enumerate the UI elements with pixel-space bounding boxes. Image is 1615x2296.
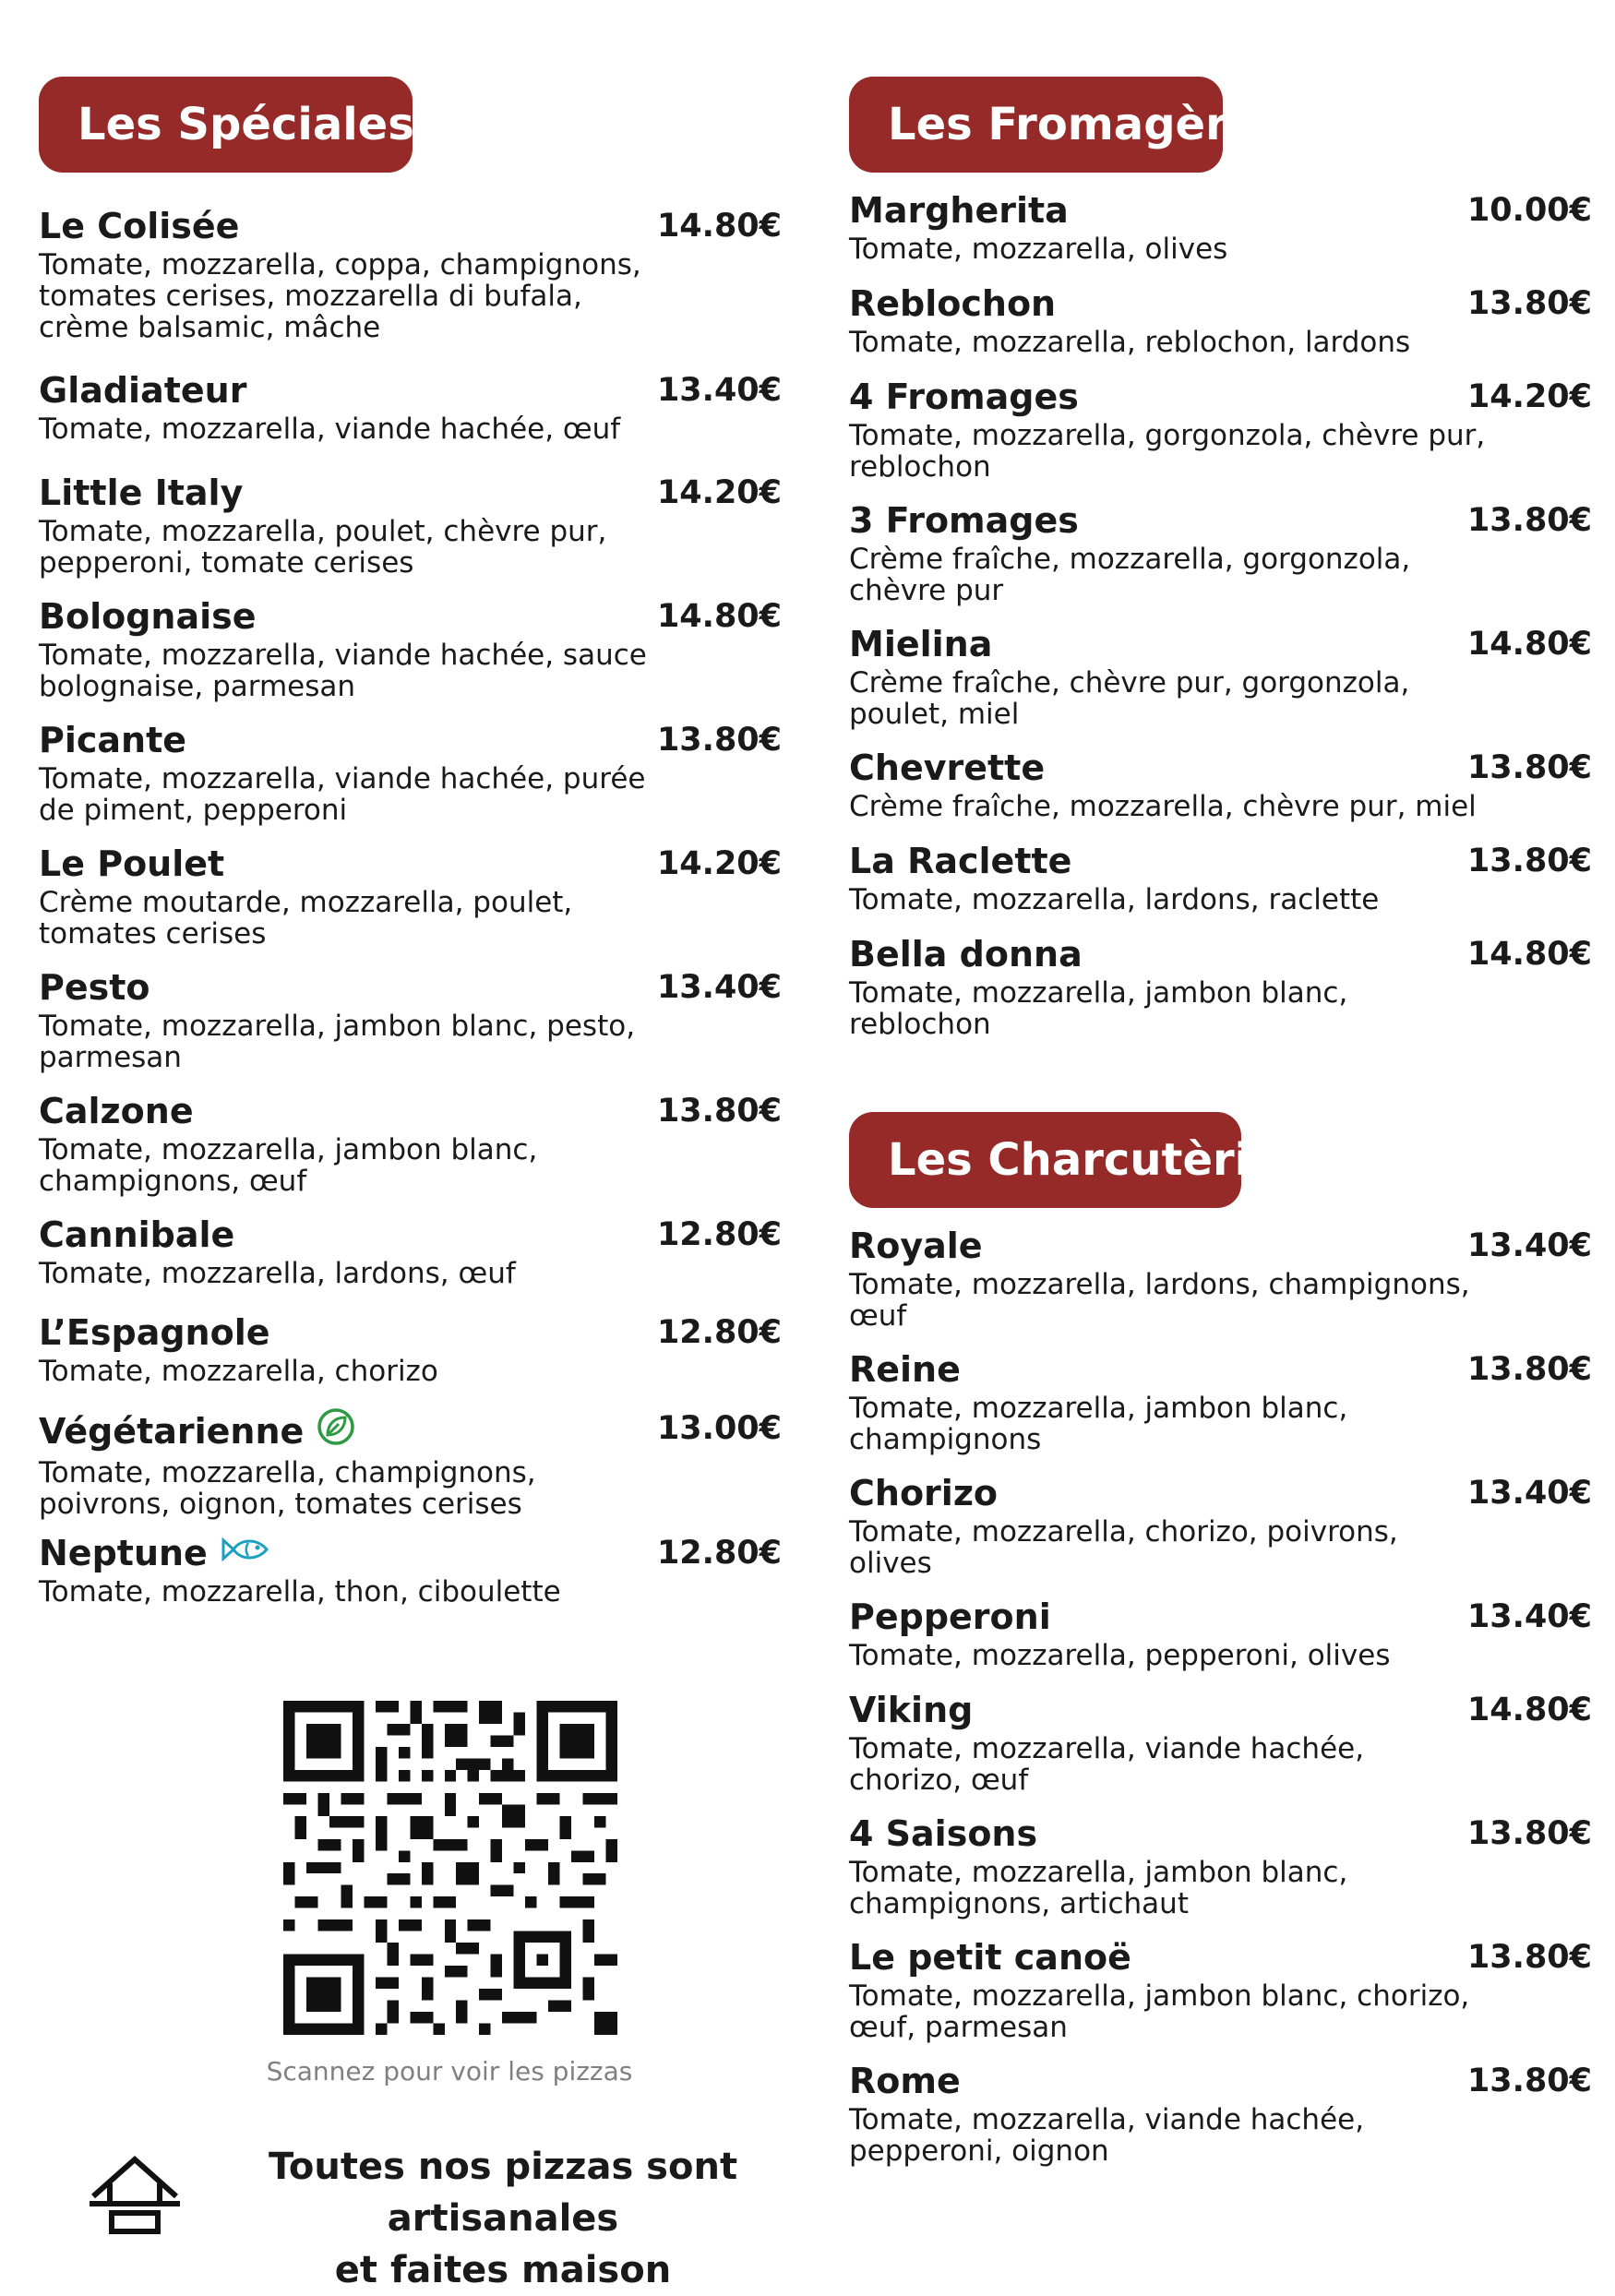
item-name: Calzone xyxy=(39,1091,194,1131)
item-desc: Tomate, mozzarella, viande hachée, purée de piment, pepperoni xyxy=(39,762,646,827)
item-desc: Tomate, mozzarella, jambon blanc, champignons xyxy=(849,1392,1348,1456)
item-name: Le petit canoë xyxy=(849,1937,1131,1978)
footer-text xyxy=(185,2141,821,2296)
item-desc: Tomate, mozzarella, jambon blanc, chorizo, œuf, parmesan xyxy=(849,1979,1470,2044)
item-desc: Tomate, mozzarella, thon, ciboulette xyxy=(39,1575,561,1608)
item-name: Bella donna xyxy=(849,934,1083,975)
item-desc: Tomate, mozzarella, jambon blanc, reblochon xyxy=(849,976,1348,1041)
menu-item-margherita xyxy=(849,189,1592,265)
item-name: Chorizo xyxy=(849,1473,999,1513)
item-name: Chevrette xyxy=(849,747,1046,788)
qr-caption: Scannez pour voir les pizzas xyxy=(266,2056,633,2087)
item-price: 13.40€ xyxy=(1466,1475,1592,1512)
item-price: 13.80€ xyxy=(1466,749,1592,786)
item-price: 10.00€ xyxy=(1466,192,1592,229)
item-price: 13.40€ xyxy=(656,372,782,409)
item-price: 12.80€ xyxy=(656,1216,782,1253)
menu-item-bolognaise xyxy=(39,595,782,702)
item-desc: Tomate, mozzarella, poulet, chèvre pur, pepperoni, tomate cerises xyxy=(39,515,607,580)
item-name: Picante xyxy=(39,720,187,760)
item-desc: Tomate, mozzarella, jambon blanc, champignons, artichaut xyxy=(849,1856,1348,1920)
menu-item-chevrette xyxy=(849,747,1592,822)
item-price: 13.80€ xyxy=(1466,1939,1592,1976)
item-price: 14.80€ xyxy=(1466,936,1592,973)
item-price: 13.40€ xyxy=(1466,1227,1592,1264)
menu-item-l-espagnole xyxy=(39,1311,782,1387)
item-name: Cannibale xyxy=(39,1214,235,1255)
item-price: 14.80€ xyxy=(1466,626,1592,663)
menu-item-4-fromages xyxy=(849,376,1592,483)
item-desc: Tomate, mozzarella, gorgonzola, chèvre pur, reblochon xyxy=(849,419,1486,484)
item-name: Pepperoni xyxy=(849,1596,1051,1637)
menu-item-le-colisee xyxy=(39,205,782,343)
item-name: Margherita xyxy=(849,190,1069,231)
menu-item-4-saisons xyxy=(849,1812,1592,1919)
item-price: 13.80€ xyxy=(1466,285,1592,322)
item-price: 14.80€ xyxy=(656,208,782,245)
menu-item-reine xyxy=(849,1348,1592,1455)
item-desc: Tomate, mozzarella, lardons, œuf xyxy=(39,1257,516,1290)
menu-item-reblochon xyxy=(849,282,1592,358)
menu-item-rome xyxy=(849,2060,1592,2167)
leaf-icon xyxy=(317,1407,355,1455)
item-name: Le Poulet xyxy=(39,843,225,884)
fish-icon xyxy=(221,1532,270,1574)
item-desc: Tomate, mozzarella, pepperoni, olives xyxy=(849,1639,1391,1672)
item-price: 13.80€ xyxy=(656,722,782,759)
item-price: 13.80€ xyxy=(1466,502,1592,539)
item-desc: Tomate, mozzarella, coppa, champignons, tomates cerises, mozzarella di bufala, crème balsamic, mâche xyxy=(39,248,641,344)
item-desc: Tomate, mozzarella, viande hachée, œuf xyxy=(39,413,621,446)
item-price: 14.20€ xyxy=(656,845,782,882)
menu-item-le-poulet xyxy=(39,843,782,950)
section-title-charcuteries: Les Charcutèries xyxy=(849,1112,1241,1208)
item-price: 12.80€ xyxy=(656,1535,782,1572)
item-price: 13.40€ xyxy=(1466,1598,1592,1635)
menu-item-le-petit-canoe xyxy=(849,1936,1592,2043)
item-price: 14.20€ xyxy=(656,474,782,511)
item-price: 13.80€ xyxy=(1466,1351,1592,1388)
item-name: La Raclette xyxy=(849,841,1072,881)
item-desc: Tomate, mozzarella, champignons, poivrons, oignon, tomates cerises xyxy=(39,1456,536,1521)
menu-item-mielina xyxy=(849,623,1592,730)
menu-item-la-raclette xyxy=(849,840,1592,915)
item-name: Pesto xyxy=(39,967,150,1008)
item-price: 14.20€ xyxy=(1466,378,1592,415)
menu-item-royale xyxy=(849,1225,1592,1332)
item-desc: Tomate, mozzarella, lardons, champignons, œuf xyxy=(849,1268,1470,1333)
item-name: Reblochon xyxy=(849,283,1057,324)
item-name: 3 Fromages xyxy=(849,500,1079,541)
menu-item-bella-donna xyxy=(849,933,1592,1040)
menu-item-3-fromages xyxy=(849,499,1592,606)
item-price: 13.80€ xyxy=(656,1093,782,1130)
item-name: L’Espagnole xyxy=(39,1312,270,1353)
item-desc: Crème fraîche, chèvre pur, gorgonzola, poulet, miel xyxy=(849,666,1410,731)
item-desc: Tomate, mozzarella, lardons, raclette xyxy=(849,883,1380,916)
item-desc: Tomate, mozzarella, jambon blanc, pesto, parmesan xyxy=(39,1010,636,1074)
item-name: Neptune xyxy=(39,1533,208,1573)
menu-item-neptune xyxy=(39,1532,782,1608)
item-desc: Crème moutarde, mozzarella, poulet, tomates cerises xyxy=(39,886,573,951)
item-name: Little Italy xyxy=(39,472,244,513)
menu-item-vegetarienne xyxy=(39,1407,782,1520)
item-desc: Tomate, mozzarella, viande hachée, sauce bolognaise, parmesan xyxy=(39,639,647,703)
item-price: 13.80€ xyxy=(1466,1815,1592,1852)
item-desc: Tomate, mozzarella, viande hachée, pepperoni, oignon xyxy=(849,2103,1365,2168)
menu-item-picante xyxy=(39,719,782,826)
menu-item-little-italy xyxy=(39,472,782,579)
section-title-specials: Les Spéciales xyxy=(39,77,413,173)
menu-item-chorizo xyxy=(849,1472,1592,1579)
item-price: 13.00€ xyxy=(656,1410,782,1447)
item-desc: Crème fraîche, mozzarella, chèvre pur, miel xyxy=(849,790,1477,823)
item-desc: Tomate, mozzarella, chorizo xyxy=(39,1355,438,1388)
item-name: Royale xyxy=(849,1226,983,1266)
item-price: 13.80€ xyxy=(1466,2063,1592,2099)
item-name: Gladiateur xyxy=(39,370,247,411)
menu-item-pesto xyxy=(39,966,782,1073)
menu-item-viking xyxy=(849,1689,1592,1796)
item-name: Reine xyxy=(849,1349,961,1390)
item-price: 14.80€ xyxy=(656,598,782,635)
item-name: 4 Fromages xyxy=(849,377,1079,417)
menu-item-pepperoni xyxy=(849,1596,1592,1671)
item-price: 12.80€ xyxy=(656,1314,782,1351)
house-icon xyxy=(90,2156,180,2235)
item-desc: Tomate, mozzarella, viande hachée, chorizo, œuf xyxy=(849,1732,1365,1797)
menu-item-calzone xyxy=(39,1090,782,1197)
item-name: Mielina xyxy=(849,624,993,664)
item-price: 14.80€ xyxy=(1466,1692,1592,1728)
item-name: Végétarienne xyxy=(39,1411,305,1452)
item-name: Viking xyxy=(849,1690,974,1730)
item-desc: Tomate, mozzarella, olives xyxy=(849,233,1228,266)
footer-line-1: Toutes nos pizzas sont artisanales xyxy=(268,2146,738,2240)
qr-code[interactable] xyxy=(283,1701,617,2035)
footer-line-2: et faites maison xyxy=(334,2249,672,2291)
section-title-fromageres: Les Fromagères xyxy=(849,77,1223,173)
item-desc: Tomate, mozzarella, jambon blanc, champignons, œuf xyxy=(39,1133,538,1198)
item-name: 4 Saisons xyxy=(849,1813,1038,1854)
item-desc: Tomate, mozzarella, reblochon, lardons xyxy=(849,326,1411,359)
item-name: Le Colisée xyxy=(39,206,240,246)
menu-item-cannibale xyxy=(39,1214,782,1289)
item-price: 13.40€ xyxy=(656,969,782,1006)
item-name: Rome xyxy=(849,2061,961,2101)
item-desc: Tomate, mozzarella, chorizo, poivrons, olives xyxy=(849,1515,1398,1580)
menu-item-gladiateur xyxy=(39,369,782,445)
item-price: 13.80€ xyxy=(1466,843,1592,879)
item-name: Bolognaise xyxy=(39,596,257,637)
item-desc: Crème fraîche, mozzarella, gorgonzola, chèvre pur xyxy=(849,543,1411,607)
